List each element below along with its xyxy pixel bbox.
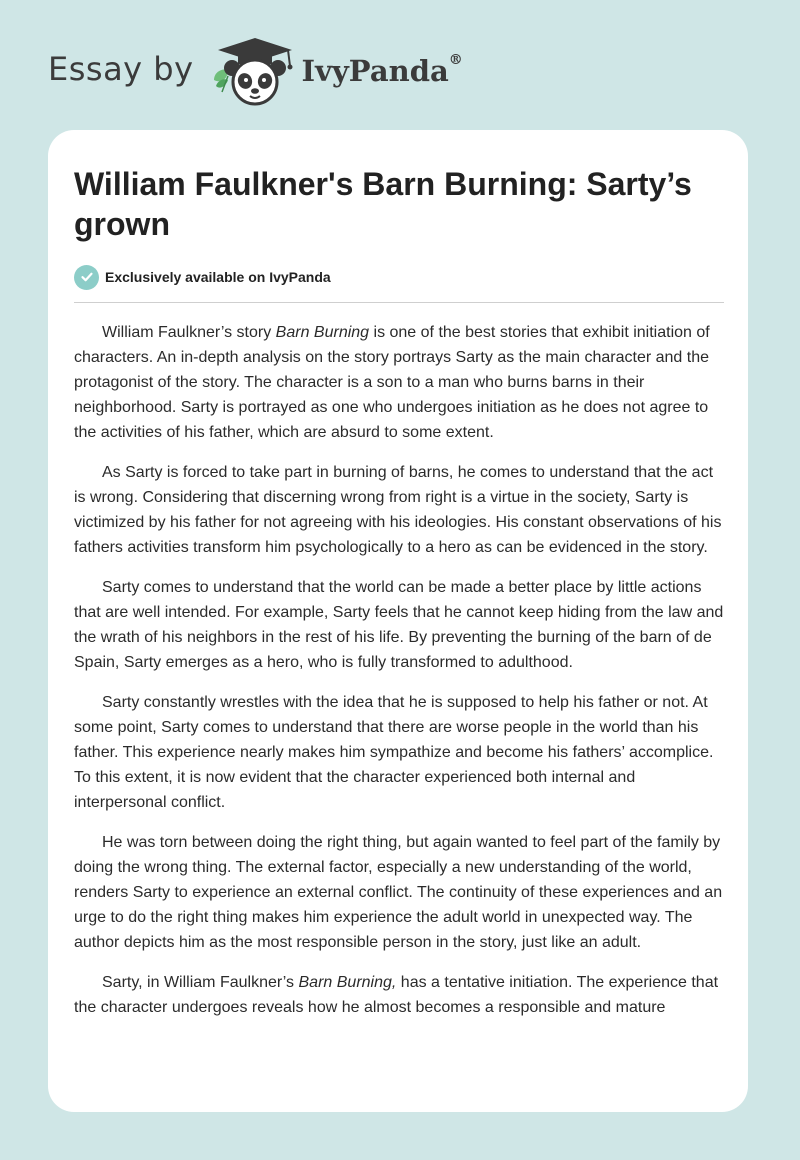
brand-name[interactable] xyxy=(302,54,463,88)
essay-paragraph xyxy=(74,320,724,445)
exclusive-badge-label: Exclusively available on IvyPanda xyxy=(105,269,331,285)
panda-graduate-logo-icon[interactable] xyxy=(208,36,298,108)
essay-card xyxy=(48,130,748,1112)
essay-paragraph: Sarty comes to understand that the world can be made a better place by little actions that are well intended. For example, Sarty feels that he cannot keep hiding from the law and the wrath of his neighbors in the rest of his life. By preventing the burning of the barn of de Spain, Sarty emerges as a hero, who is fully transformed to adulthood. xyxy=(74,579,724,671)
essay-by-label: Essay by xyxy=(48,50,194,88)
exclusive-badge xyxy=(74,264,331,290)
registered-mark: ® xyxy=(448,52,463,68)
essay-paragraph: He was torn between doing the right thing, but again wanted to feel part of the family by doing the wrong thing. The external factor, especially a new understanding of the world, renders Sarty to experience an external conflict. The continuity of these experiences and an urge to do the right thing makes him experience the adult world in unexpected way. The author depicts him as the most responsible person in the story, just like an adult. xyxy=(74,834,723,951)
essay-paragraph: As Sarty is forced to take part in burning of barns, he comes to understand that the act is wrong. Considering that discerning wrong from right is a virtue in the society, Sarty is victimized by his father for not agreeing with his ideologies. His constant observations of his fathers activities transform him psychologically to a hero as can be evidenced in the story. xyxy=(74,464,722,556)
essay-title: William Faulkner's Barn Burning: Sarty’s grown xyxy=(74,166,692,242)
essay-paragraph: Sarty constantly wrestles with the idea that he is supposed to help his father or not. At some point, Sarty comes to understand that there are worse people in the world than his father. This experience nearly makes him sympathize and become his fathers’ accomplice. To this extent, it is now evident that the character experienced both internal and interpersonal conflict. xyxy=(74,694,714,811)
book-title: Barn Burning xyxy=(275,324,370,341)
check-circle-icon xyxy=(74,265,99,290)
essay-paragraph xyxy=(74,970,724,1020)
brand-text: IvyPanda xyxy=(301,54,449,88)
title-divider xyxy=(74,302,724,303)
paragraph-text: has a tentative initiation. The experience that the character undergoes reveals how he almost becomes a responsible and mature xyxy=(74,974,719,1016)
paragraph-text: is one of the best stories that exhibit initiation of characters. An in-depth analysis on the story portrays Sarty as the main character and the protagonist of the story. The character is a son to a man who burns barns in their neighborhood. Sarty is portrayed as one who undergoes initiation as he does not agree to the activities of his father, which are absurd to some extent. xyxy=(74,324,710,441)
paragraph-text: Sarty, in William Faulkner’s xyxy=(102,974,299,991)
paragraph-text: William Faulkner’s story xyxy=(102,324,276,341)
essay-body xyxy=(74,320,724,1035)
site-header xyxy=(48,36,463,108)
book-title: Barn Burning, xyxy=(298,974,397,991)
